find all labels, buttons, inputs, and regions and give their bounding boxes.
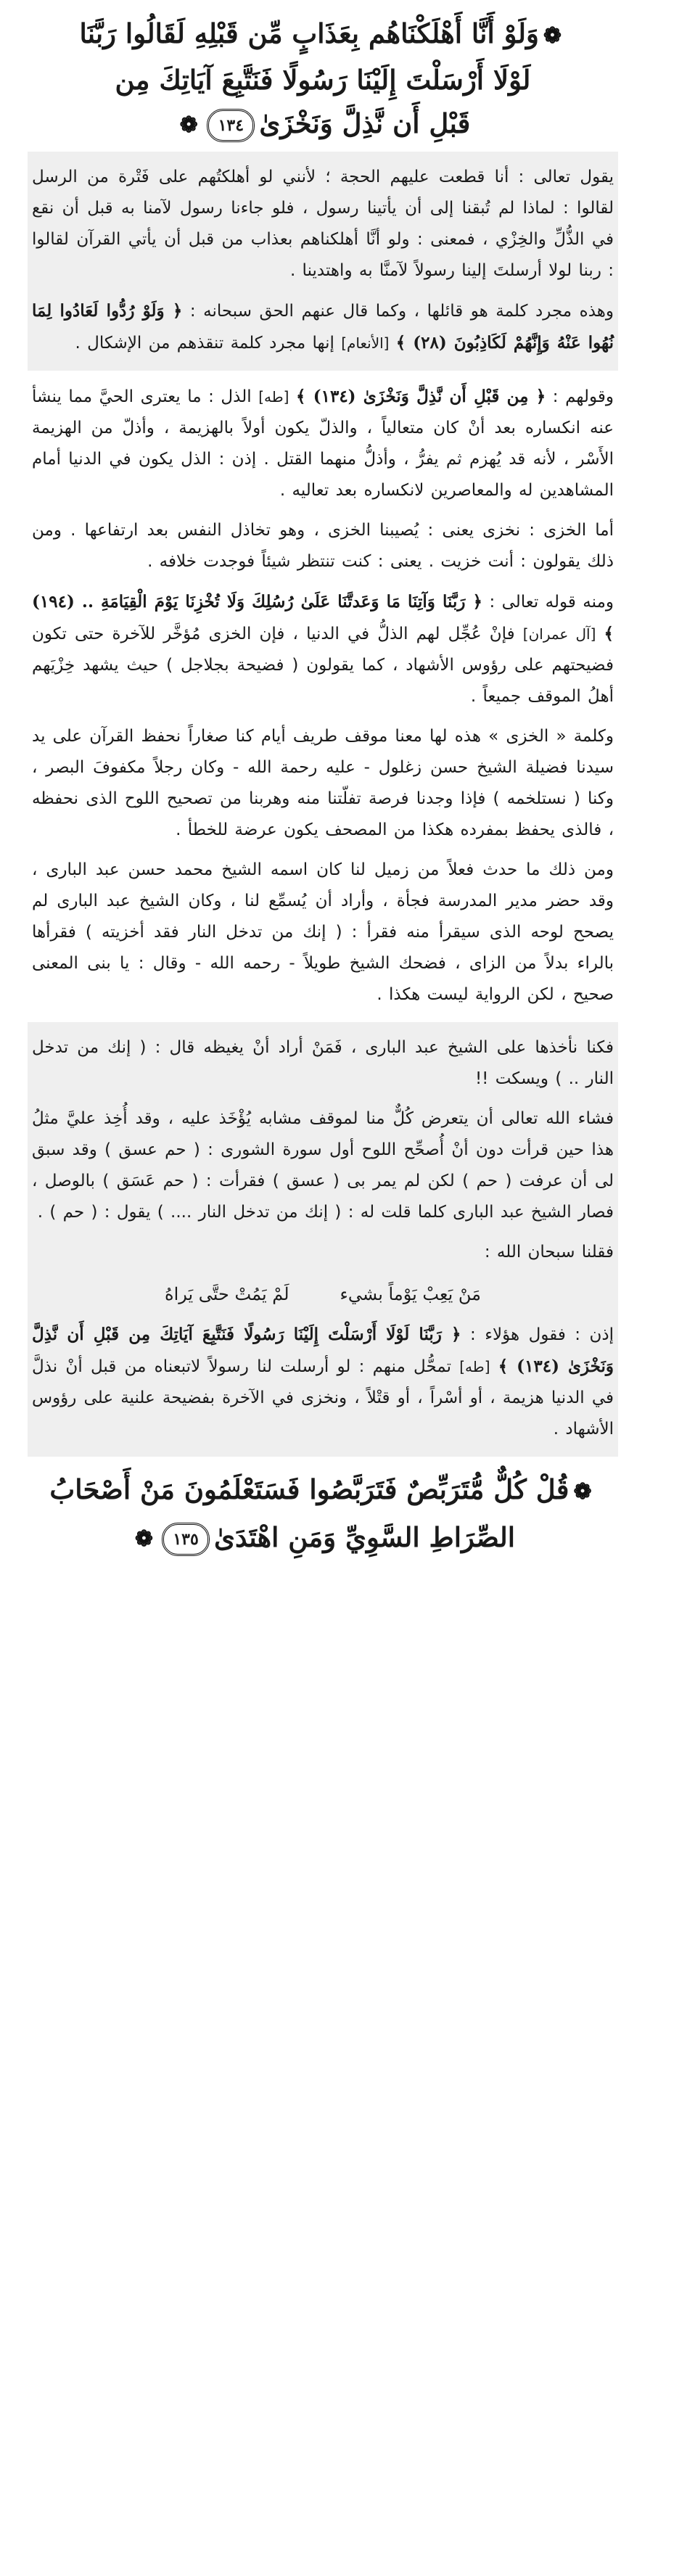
paragraph: فقلنا سبحان الله : <box>484 1243 614 1262</box>
verse-top-line3: قَبْلِ أَن نَّذِلَّ وَنَخْزَىٰ <box>259 107 471 139</box>
poem-hemistich-right: مَنْ يَعِبْ يَوْماً بشيء <box>340 1284 482 1304</box>
paragraph-text: تمحُّل منهم : لو أرسلت لنا رسولاً لاتبعناه من قبل أنْ نذلَّ في الدنيا هزيمة ، أو أسْراً ، أو قتْلاً ، ونخزى في الآخرة بفضيحة علنية على رؤوس الأشهاد . <box>32 1357 614 1439</box>
quran-quote: ﴿ وَلَوْ رُدُّوا لَعَادُوا لِمَا نُهُوا عَنْهُ وَإِنَّهُمْ لَكَاذِبُونَ (٢٨) ﴾ <box>32 301 614 353</box>
quran-quote: ﴿ مِن قَبْلِ أَن نَّذِلَّ وَنَخْزَىٰ (١٣٤) ﴾ <box>296 387 546 406</box>
paragraph <box>32 586 614 712</box>
commentary-section-1 <box>28 152 618 371</box>
ayah-number-badge: ١٣٥ <box>162 1523 210 1556</box>
verse-line-1 <box>28 12 618 58</box>
quran-verse-header <box>28 9 618 152</box>
verse-line-3 <box>28 102 618 148</box>
verse-line-2: لَوْلَا أَرْسَلْتَ إِلَيْنَا رَسُولًا فَنَتَّبِعَ آيَاتِكَ مِن <box>115 63 531 96</box>
quran-verse-footer <box>28 1457 618 1569</box>
paragraph-text: فإنْ عُجِّل لهم الذلُّ في الدنيا ، فإن الخزى مُؤخَّر للآخرة حتى تكون فضيحتهم على رؤوس الأشهاد ، كما يقولون ( فضيحة بجلاجل ) حيث يشهد خِزْيَهم أهلُ الموقف جميعاً . <box>32 625 614 706</box>
paragraph-text: إذن : فقول هؤلاء : <box>470 1325 614 1344</box>
quran-quote: ﴿ رَبَّنَا لَوْلَا أَرْسَلْتَ إِلَيْنَا رَسُولًا فَنَتَّبِعَ آيَاتِكَ مِن قَبْلِ أَن نَّذِلَّ وَنَخْزَىٰ (١٣٤) ﴾ <box>32 1325 614 1376</box>
paragraph <box>32 1319 614 1445</box>
surah-reference: [طه] <box>258 388 289 406</box>
commentary-section-2 <box>28 371 618 1022</box>
paragraph-text: إنها مجرد كلمة تنقذهم من الإشكال . <box>75 334 334 353</box>
paragraph: وكلمة « الخزى » هذه لها معنا موقف طريف أيام كنا صغاراً نحفظ القرآن على يد سيدنا فضيلة الشيخ حسن زغلول - عليه رحمة الله - وكان رجلاً مكفوفَ البصر ، وكنا ( نستلخمه ) فإذا وجدنا فرصة تفلّتنا منه وهربنا من تصحيح اللوح الذى نحفظه ، فالذى يحفظ بمفرده هكذا من المصحف يكون عرضة للخطأ . <box>32 727 614 839</box>
paragraph <box>32 381 614 506</box>
paragraph: فكنا نأخذها على الشيخ عبد البارى ، فَمَنْ أراد أنْ يغيظه قال : ( إنك من تدخل النار .. ) ويسكت !! <box>32 1038 614 1088</box>
surah-reference: [الأنعام] <box>341 334 390 352</box>
ornament-icon: ❁ <box>134 1526 154 1552</box>
ornament-icon: ❁ <box>573 1478 592 1505</box>
poem-hemistich-left: لَمْ يَمُتْ حتَّى يَراهُ <box>165 1284 289 1304</box>
paragraph-text: الذل : ما يعترى الحيَّ مما ينشأ عنه انكساره بعد أنْ كان متعالياً ، والذلّ يكون أولاً بالهزيمة ، وأذلّ من الهزيمة الأَسْر ، لأنه قد يُهزم ثم يفرُّ ، وأذلُّ منهما القتل . إذن : الذل يكون في الدنيا أمام المشاهدين له والمعاصرين لانكساره بعد تعاليه . <box>32 387 614 500</box>
paragraph: يقول تعالى : أنا قطعت عليهم الحجة ؛ لأنني لو أهلكتُهم على فَتْرة من الرسل لقالوا : لماذا لم تُبقنا إلى أن يأتينا رسول ، فلو جاءنا رسول لآمنا به قبل أن نقع في الذُّلِّ والخِزْي ، فمعنى : ولو أنَّا أهلكناهم بعذاب من قبل أن يأتي القرآن لقالوا : ربنا لولا أرسلتَ إلينا رسولاً لآمنَّا به واهتدينا . <box>32 168 614 280</box>
ayah-number-badge: ١٣٤ <box>207 109 255 142</box>
poem-verse <box>32 1277 614 1312</box>
ornament-icon: ❁ <box>543 22 562 49</box>
paragraph-text: ومنه قوله تعالى : <box>489 593 614 612</box>
paragraph-text: وهذه مجرد كلمة هو قائلها ، وكما قال عنهم الحق سبحانه : <box>189 302 614 321</box>
ornament-icon: ❁ <box>179 112 199 138</box>
verse-line-1 <box>28 1467 618 1515</box>
verse-line-2 <box>28 1515 618 1563</box>
quran-quote: ﴿ رَبَّنَا وَآتِنَا مَا وَعَدتَّنَا عَلَىٰ رُسُلِكَ وَلَا تُخْزِنَا يَوْمَ الْقِيَامَةِ .. (١٩٤) ﴾ <box>32 592 614 643</box>
surah-reference: [آل عمران] <box>522 625 596 643</box>
verse-bottom-line1: قُلْ كُلٌّ مُّتَرَبِّصٌ فَتَرَبَّصُوا فَسَتَعْلَمُونَ مَنْ أَصْحَابُ <box>49 1473 569 1505</box>
commentary-section-3 <box>28 1022 618 1457</box>
surah-reference: [طه] <box>459 1358 490 1375</box>
paragraph: ومن ذلك ما حدث فعلاً من زميل لنا كان اسمه الشيخ محمد حسن عبد البارى ، وقد حضر مدير المدرسة فجأة ، وأراد أن يُسمِّع لنا ، وكان الشيخ عبد البارى لم يصحح لوحه الذى سيقرأ منه فقرأ : ( إنك من تدخل النار فقد أخزيته ) فقرأها بالراء بدلاً من الزاى ، فضحك الشيخ طويلاً - رحمه الله - وقال : يا بنى المعنى صحيح ، لكن الرواية ليست هكذا . <box>32 860 614 1004</box>
verse-top-line1: وَلَوْ أَنَّا أَهْلَكْنَاهُم بِعَذَابٍ مِّن قَبْلِهِ لَقَالُوا رَبَّنَا <box>79 17 539 49</box>
verse-bottom-line2: الصِّرَاطِ السَّوِيِّ وَمَنِ اهْتَدَىٰ <box>214 1521 516 1553</box>
paragraph-text: وقولهم : <box>552 387 614 406</box>
paragraph <box>32 295 614 359</box>
paragraph: أما الخزى : نخزى يعنى : يُصيبنا الخزى ، وهو تخاذل النفس بعد ارتفاعها . ومن ذلك يقولون : أنت خزيت . يعنى : كنت تنتظر شيئاً فوجدت خلافه . <box>32 521 614 571</box>
paragraph: فشاء الله تعالى أن يتعرض كُلٌّ منا لموقف مشابه يُؤْخَذ عليه ، وقد أُخِذ عليَّ مثلُ هذا حين قرأت دون أنْ أُصحِّح اللوح أول سورة الشورى : ( حم عسق ) وقد سبق لى أن عرفت ( حم ) لكن لم يمر بى ( عسق ) فقرأت : ( حم عَسَق ) بالوصل ، فصار الشيخ عبد البارى كلما قلت له : ( إنك من تدخل النار .... ) يقول : ( حم ) . <box>32 1109 614 1222</box>
